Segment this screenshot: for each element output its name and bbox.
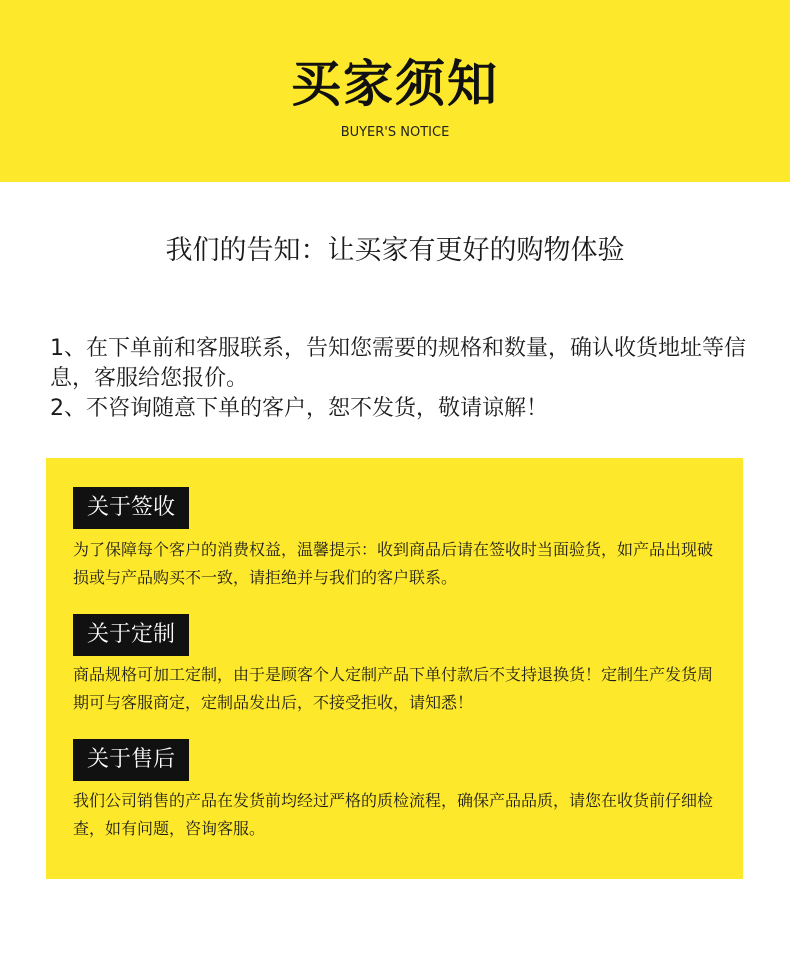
- policy-panel: [46, 458, 743, 879]
- section-body-after-sales: 我们公司销售的产品在发货前均经过严格的质检流程，确保产品品质，请您在收货前仔细检查，如有问题，咨询客服。: [73, 791, 714, 838]
- section-body-customization: 商品规格可加工定制，由于是顾客个人定制产品下单付款后不支持退换货！定制生产发货周期可与客服商定，定制品发出后，不接受拒收，请知悉！: [73, 665, 714, 712]
- notice-item: 1、在下单前和客服联系，告知您需要的规格和数量，确认收货地址等信息，客服给您报价。: [50, 336, 746, 391]
- section-title-signing: 关于签收: [73, 487, 189, 529]
- page-subtitle: BUYER'S NOTICE: [340, 125, 450, 140]
- page-title: 买家须知: [291, 55, 499, 113]
- notice-list: [50, 334, 755, 424]
- section-title-customization: 关于定制: [73, 614, 189, 656]
- section-title-after-sales: 关于售后: [73, 739, 189, 781]
- notice-item: 2、不咨询随意下单的客户，恕不发货，敬请谅解！: [50, 396, 548, 421]
- notice-header: [0, 0, 790, 182]
- section-body-signing: 为了保障每个客户的消费权益，温馨提示：收到商品后请在签收时当面验货，如产品出现破损或与产品购买不一致，请拒绝并与我们的客户联系。: [73, 540, 714, 587]
- notice-headline: 我们的告知：让买家有更好的购物体验: [165, 235, 625, 266]
